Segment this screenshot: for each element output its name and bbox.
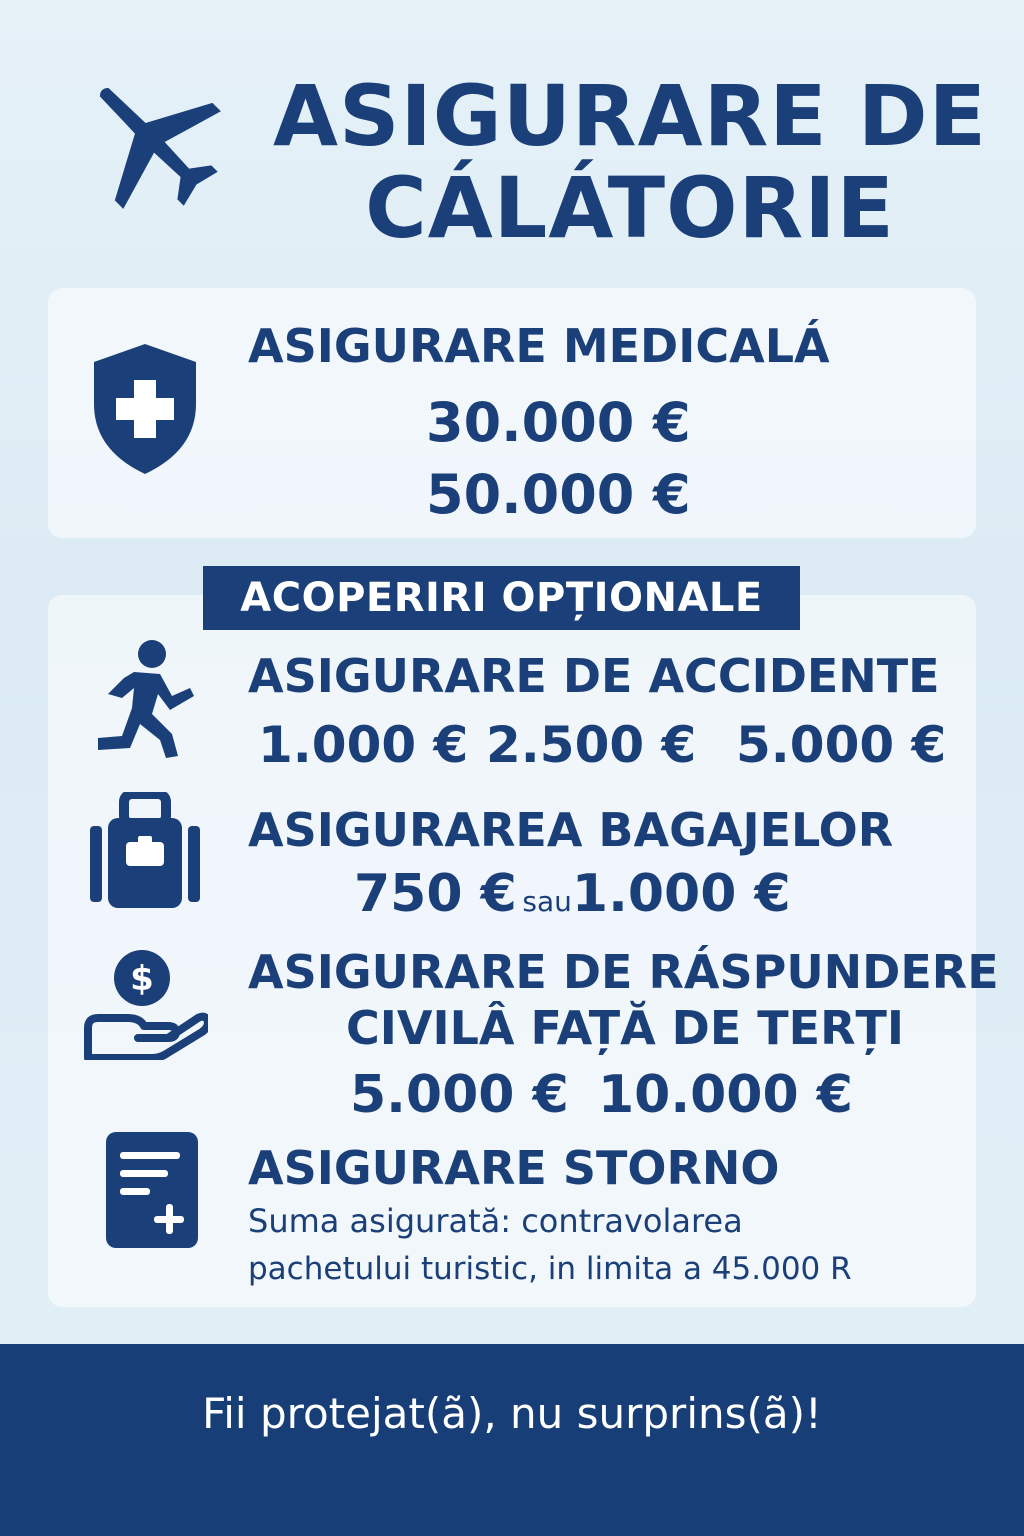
luggage-amounts [354,864,791,924]
accidents-amount-1: 1.000 € [258,716,469,774]
storno-desc-line-2: pachetului turistic, in limita a 45.000 R [248,1251,852,1287]
accidents-amount-2: 2.500 € [486,716,697,774]
medical-amount-1: 30.000 € [426,391,691,454]
optional-badge: ACOPERIRI OPȚIONALE [203,566,800,630]
liability-amount-1: 5.000 € [350,1065,569,1125]
running-person-icon [94,638,194,758]
luggage-amount-2: 1.000 € [571,864,791,924]
medical-title: ASIGURARE MEDICALÁ [248,319,830,373]
footer-slogan: Fii protejat(ã), nu surprins(ã)! [202,1389,822,1438]
title-line-2: CÁLÁTORIE [365,159,895,257]
footer [0,1344,1024,1536]
storno-desc-line-1: Suma asigurată: contravolarea [248,1202,743,1240]
svg-text:$: $ [130,959,154,999]
accidents-amount-3: 5.000 € [736,716,947,774]
liability-amount-2: 10.000 € [598,1065,853,1125]
shield-plus-icon [90,342,200,476]
storno-title: ASIGURARE STORNO [248,1141,780,1195]
medical-amount-2: 50.000 € [426,463,691,526]
accidents-title: ASIGURARE DE ACCIDENTE [248,649,940,703]
page-title [250,67,1010,257]
luggage-title: ASIGURAREA BAGAJELOR [248,803,894,857]
suitcase-icon [90,792,200,910]
hand-coin-icon [84,948,208,1060]
airplane-icon [78,66,228,216]
title-line-1: ASIGURARE DE [272,67,988,165]
document-plus-icon [104,1130,200,1250]
liability-title-line-1: ASIGURARE DE RÁSPUNDERE [248,945,999,999]
luggage-connector: sau [522,885,572,918]
luggage-amount-1: 750 € [354,864,517,924]
liability-title-line-2: CIVILÂ FAȚĂ DE TERȚI [346,1001,905,1055]
